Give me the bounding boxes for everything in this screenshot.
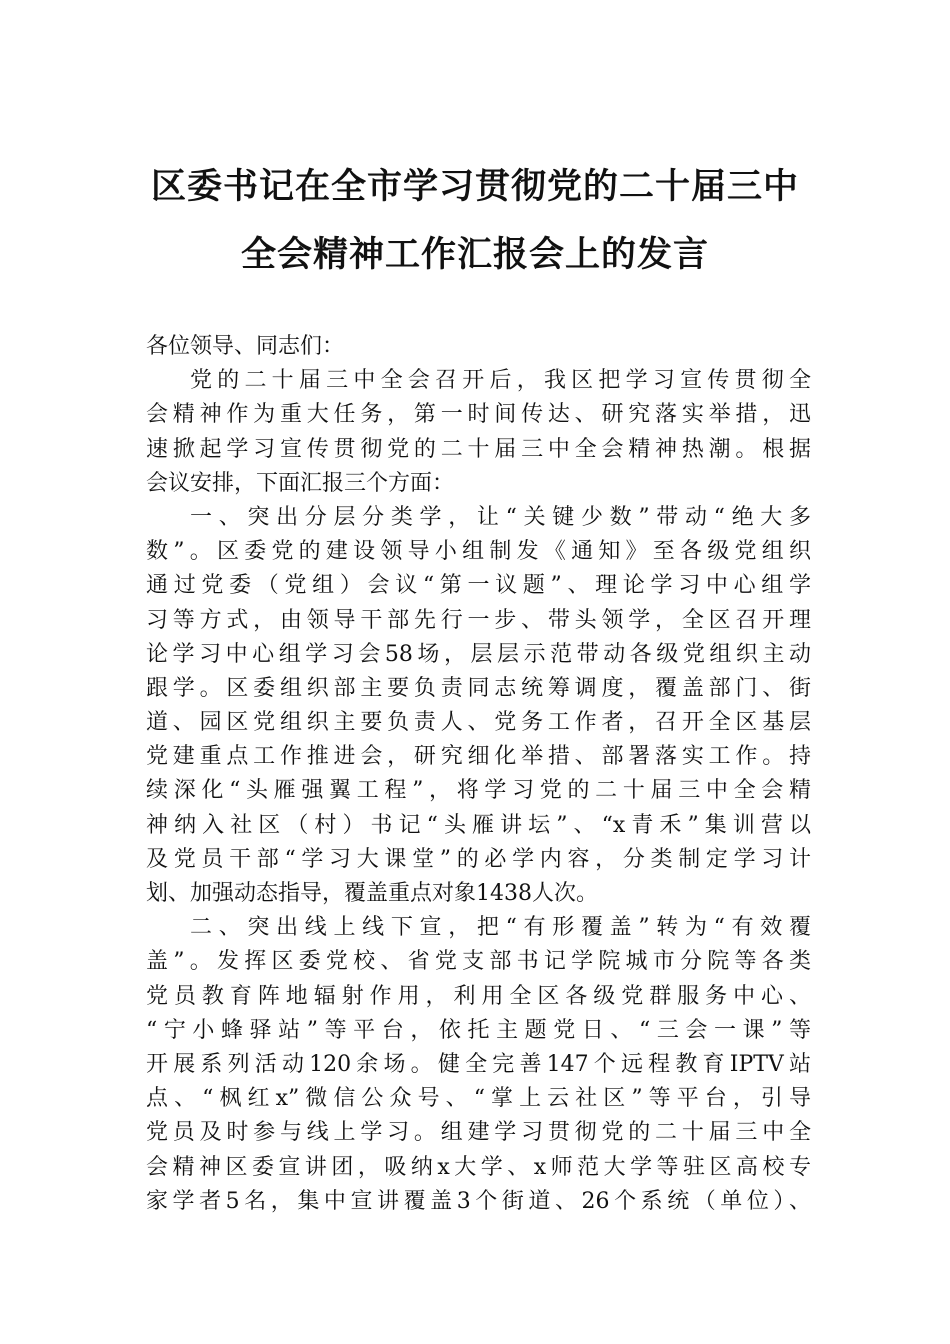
document-title-line-2: 全会精神工作汇报会上的发言: [240, 234, 709, 275]
body-line: 开展系列活动120余场。健全完善147个远程教育IPTV站: [146, 1051, 811, 1077]
body-line: “宁小蜂驿站”等平台，依托主题党日、“三会一课”等: [146, 1017, 811, 1043]
body-line: 及党员干部“学习大课堂”的必学内容，分类制定学习计: [146, 846, 811, 872]
body-line: 道、园区党组织主要负责人、党务工作者，召开全区基层: [146, 710, 811, 736]
body-line: 神纳入社区（村）书记“头雁讲坛”、“x青禾”集训营以: [146, 812, 811, 838]
body-line: 习等方式，由领导干部先行一步、带头领学，全区召开理: [146, 607, 811, 633]
document-body: [146, 330, 811, 1219]
body-line: 速掀起学习宣传贯彻党的二十届三中全会精神热潮。根据: [146, 436, 811, 462]
body-line: 划、加强动态指导，覆盖重点对象1438人次。: [146, 881, 598, 906]
body-line: 续深化“头雁强翼工程”，将学习党的二十届三中全会精: [146, 778, 811, 804]
body-line: 会精神作为重大任务，第一时间传达、研究落实举措，迅: [146, 402, 811, 428]
body-line: 二、突出线上线下宣，把“有形覆盖”转为“有效覆: [190, 915, 811, 941]
document-title-line-1: 区委书记在全市学习贯彻党的二十届三中: [150, 166, 799, 207]
body-line: 党员教育阵地辐射作用，利用全区各级党群服务中心、: [146, 983, 811, 1009]
body-line: 点、“枫红x”微信公众号、“掌上云社区”等平台，引导: [146, 1086, 811, 1112]
body-line: 一、突出分层分类学，让“关键少数”带动“绝大多: [190, 504, 811, 530]
body-line: 党建重点工作推进会，研究细化举措、部署落实工作。持: [146, 744, 811, 770]
body-line: 论学习中心组学习会58场，层层示范带动各级党组织主动: [146, 641, 811, 667]
body-line: 跟学。区委组织部主要负责同志统筹调度，覆盖部门、街: [146, 675, 811, 701]
body-line: 盖”。发挥区委党校、省党支部书记学院城市分院等各类: [146, 949, 811, 975]
body-line: 党的二十届三中全会召开后，我区把学习宣传贯彻全: [190, 368, 811, 394]
body-line: 会议安排，下面汇报三个方面：: [146, 470, 455, 496]
body-line: 数”。区委党的建设领导小组制发《通知》至各级党组织: [146, 539, 811, 565]
body-line: 家学者5名，集中宣讲覆盖3个街道、26个系统（单位）、: [146, 1188, 811, 1214]
body-line: 会精神区委宣讲团，吸纳x大学、x师范大学等驻区高校专: [146, 1154, 811, 1180]
body-line: 党员及时参与线上学习。组建学习贯彻党的二十届三中全: [146, 1120, 811, 1146]
body-line: 通过党委（党组）会议“第一议题”、理论学习中心组学: [146, 573, 811, 599]
salutation: 各位领导、同志们：: [146, 334, 345, 359]
